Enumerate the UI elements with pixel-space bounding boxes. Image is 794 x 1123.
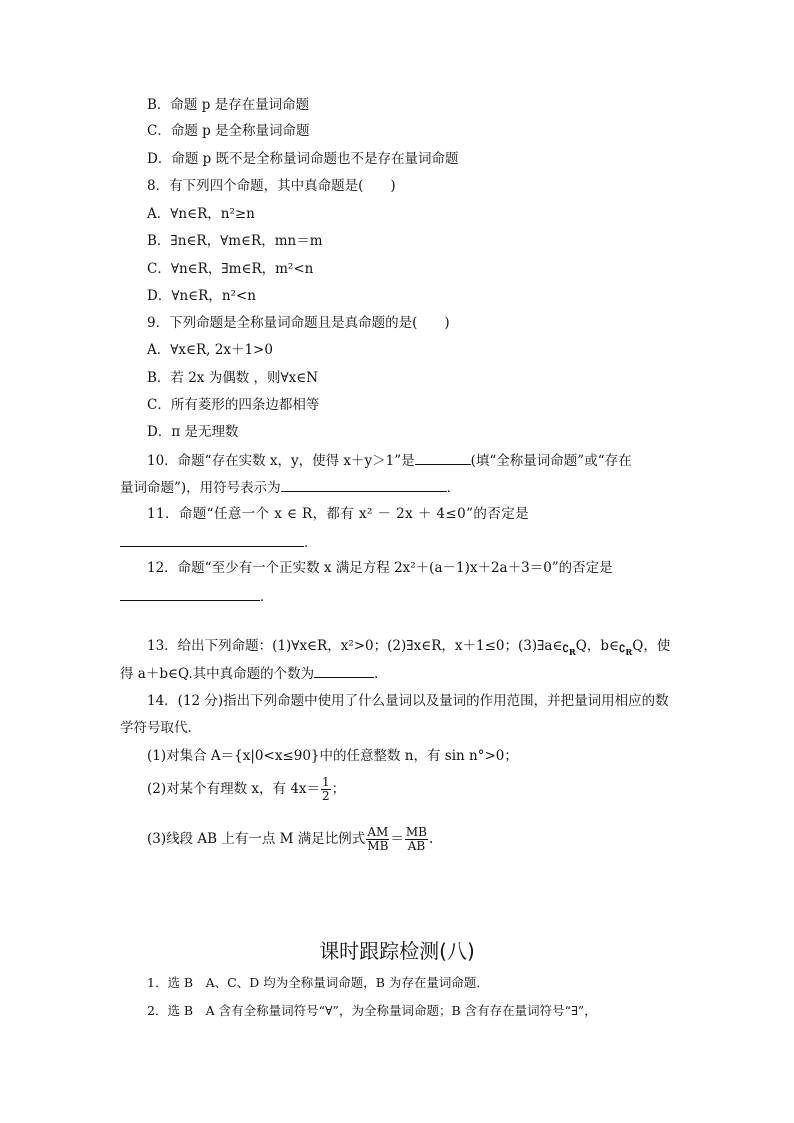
question-12: 12．命题“至少有一个正实数 x 满足方程 2x²＋(a－1)x＋2a＋3＝0”的否定是 [147, 560, 613, 576]
option-c: C．命题 p 是全称量词命题 [147, 123, 310, 139]
complement-symbol: $∁_R$ [618, 644, 633, 657]
answer-2: 2．选 B A 含有全称量词符号“∀”，为全称量词命题；B 含有存在量词符号“∃”， [147, 1003, 597, 1018]
question-8-option-c: C．∀n∈R，∃m∈R，m²<n [147, 261, 314, 277]
option-b: B．命题 p 是存在量词命题 [147, 97, 310, 113]
question-9: 9．下列命题是全称量词命题且是真命题的是( ) [147, 315, 450, 331]
question-9-option-c: C．所有菱形的四条边都相等 [147, 397, 320, 413]
question-14-sub-3: (3)线段 AB 上有一点 M 满足比例式 $\frac{AM}{MB}$ ＝ $\frac{MB}{AB}$ . [147, 825, 434, 853]
question-10-line-1: 10．命题“存在实数 x，y，使得 x＋y＞1”是 (填“全称量词命题”或“存在 [147, 450, 632, 471]
fraction-one-half: $\frac{1}{2}$ [322, 775, 330, 803]
answer-blank [120, 532, 304, 547]
question-8-option-d: D．∀n∈R，n²<n [147, 288, 256, 304]
fraction-am-mb: $\frac{AM}{MB}$ [367, 825, 389, 853]
question-9-option-b: B．若 2x 为偶数 ，则∀x∈N [147, 370, 319, 386]
question-11-blank-line: ． [120, 532, 318, 553]
question-8: 8．有下列四个命题，其中真命题是( ) [147, 178, 396, 194]
question-11: 11．命题“任意一个 x ∈ R，都有 x² － 2x ＋ 4≤0”的否定是 [147, 506, 529, 522]
question-8-option-a: A．∀n∈R，n²≥n [147, 206, 255, 222]
question-12-blank-line: ． [120, 586, 274, 607]
question-9-option-a: A．∀x∈R, 2x＋1>0 [147, 342, 273, 358]
answer-blank [120, 586, 260, 601]
option-d: D．命题 p 既不是全称量词命题也不是存在量词命题 [147, 151, 459, 167]
fraction-mb-ab: $\frac{MB}{AB}$ [405, 825, 427, 853]
question-14-sub-2: (2)对某个有理数 x，有 4x＝ $\frac{1}{2}$ ； [147, 775, 346, 803]
question-14-sub-1: (1)对集合 A＝{x|0<x≤90}中的任意整数 n，有 sin n°>0； [147, 748, 518, 764]
question-13-line-2: 得 a＋b∈Q.其中真命题的个数为 ． [120, 663, 388, 684]
question-9-option-d: D．π 是无理数 [147, 424, 239, 440]
answer-blank [415, 450, 471, 465]
question-13-line-1: 13．给出下列命题：(1)∀x∈R，x²>0；(2)∃x∈R，x＋1≤0；$(3)\exists a\in∁_RQ$，$b\in∁_RQ$，使 [147, 638, 671, 657]
complement-symbol: $∁_R$ [562, 644, 576, 657]
question-14-line-2: 学符号取代． [120, 720, 201, 736]
question-8-option-b: B．∃n∈R，∀m∈R，mn＝m [147, 233, 323, 249]
answer-blank [281, 477, 447, 492]
section-title: 课时跟踪检测(八) [319, 939, 475, 963]
answer-1: 1．选 B A、C、D 均为全称量词命题，B 为存在量词命题． [147, 975, 489, 990]
answer-blank [314, 663, 374, 678]
question-14-line-1: 14．(12 分)指出下列命题中使用了什么量词以及量词的作用范围，并把量词用相应的数 [147, 693, 669, 709]
question-10-line-2: 量词命题”)，用符号表示为 ． [120, 477, 460, 498]
